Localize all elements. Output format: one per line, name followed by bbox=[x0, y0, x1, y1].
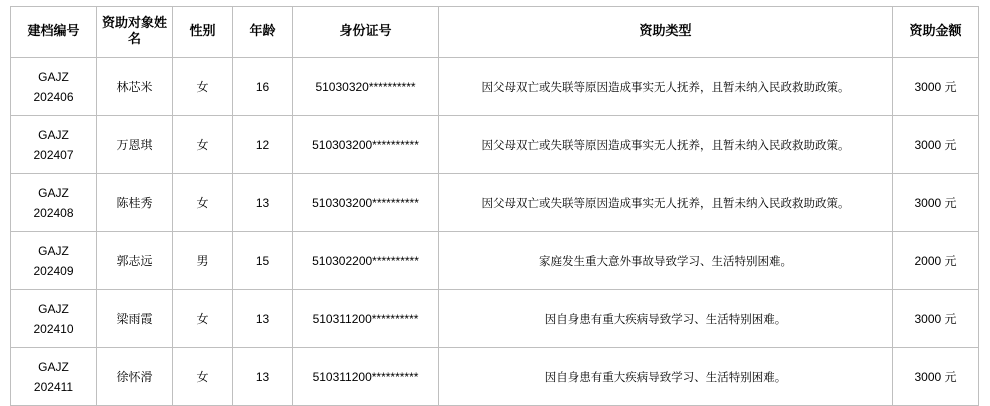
age-cell: 13 bbox=[233, 348, 293, 406]
header-funding-amount: 资助金额 bbox=[893, 7, 979, 58]
age-cell: 12 bbox=[233, 116, 293, 174]
funding-type-cell: 因父母双亡或失联等原因造成事实无人抚养，且暂未纳入民政救助政策。 bbox=[439, 116, 893, 174]
recipient-name-cell: 郭志远 bbox=[97, 232, 173, 290]
file-number-prefix: GAJZ bbox=[38, 301, 69, 316]
funding-amount-cell: 3000 元 bbox=[893, 174, 979, 232]
funding-type-cell: 因自身患有重大疾病导致学习、生活特别困难。 bbox=[439, 348, 893, 406]
recipient-name-cell: 陈桂秀 bbox=[97, 174, 173, 232]
file-number-prefix: GAJZ bbox=[38, 243, 69, 258]
table-row bbox=[11, 232, 979, 290]
file-number-value: 202410 bbox=[33, 321, 74, 336]
file-number-cell bbox=[11, 290, 97, 348]
funding-amount-cell: 3000 元 bbox=[893, 348, 979, 406]
age-cell: 13 bbox=[233, 290, 293, 348]
id-number-cell: 510311200********** bbox=[293, 348, 439, 406]
header-recipient-name bbox=[97, 7, 173, 58]
age-cell: 16 bbox=[233, 58, 293, 116]
id-number-cell: 510303200********** bbox=[293, 116, 439, 174]
file-number-value: 202406 bbox=[33, 89, 74, 104]
funding-amount-cell: 3000 元 bbox=[893, 58, 979, 116]
table-row bbox=[11, 116, 979, 174]
gender-cell: 女 bbox=[173, 174, 233, 232]
id-number-cell: 510302200********** bbox=[293, 232, 439, 290]
id-number-cell: 510311200********** bbox=[293, 290, 439, 348]
file-number-value: 202408 bbox=[33, 205, 74, 220]
funding-type-cell: 因自身患有重大疾病导致学习、生活特别困难。 bbox=[439, 290, 893, 348]
gender-cell: 女 bbox=[173, 348, 233, 406]
file-number-cell bbox=[11, 348, 97, 406]
table-row bbox=[11, 348, 979, 406]
gender-cell: 女 bbox=[173, 290, 233, 348]
file-number-cell bbox=[11, 232, 97, 290]
table-header-row bbox=[11, 7, 979, 58]
file-number-prefix: GAJZ bbox=[38, 185, 69, 200]
id-number-cell: 510303200********** bbox=[293, 174, 439, 232]
header-age: 年龄 bbox=[233, 7, 293, 58]
age-cell: 13 bbox=[233, 174, 293, 232]
file-number-cell bbox=[11, 174, 97, 232]
age-cell: 15 bbox=[233, 232, 293, 290]
funding-type-cell: 家庭发生重大意外事故导致学习、生活特别困难。 bbox=[439, 232, 893, 290]
file-number-prefix: GAJZ bbox=[38, 359, 69, 374]
file-number-prefix: GAJZ bbox=[38, 127, 69, 142]
gender-cell: 女 bbox=[173, 58, 233, 116]
header-id-number: 身份证号 bbox=[293, 7, 439, 58]
file-number-value: 202409 bbox=[33, 263, 74, 278]
file-number-prefix: GAJZ bbox=[38, 69, 69, 84]
funding-type-cell: 因父母双亡或失联等原因造成事实无人抚养，且暂未纳入民政救助政策。 bbox=[439, 58, 893, 116]
file-number-cell bbox=[11, 58, 97, 116]
recipient-name-cell: 林芯米 bbox=[97, 58, 173, 116]
file-number-value: 202411 bbox=[33, 379, 74, 394]
funding-amount-cell: 3000 元 bbox=[893, 116, 979, 174]
funding-table bbox=[10, 6, 979, 406]
funding-amount-cell: 3000 元 bbox=[893, 290, 979, 348]
file-number-value: 202407 bbox=[33, 147, 74, 162]
id-number-cell: 51030320********** bbox=[293, 58, 439, 116]
header-funding-type: 资助类型 bbox=[439, 7, 893, 58]
gender-cell: 女 bbox=[173, 116, 233, 174]
recipient-name-cell: 梁雨霞 bbox=[97, 290, 173, 348]
funding-type-cell: 因父母双亡或失联等原因造成事实无人抚养，且暂未纳入民政救助政策。 bbox=[439, 174, 893, 232]
header-file-number: 建档编号 bbox=[11, 7, 97, 58]
table-row bbox=[11, 58, 979, 116]
file-number-cell bbox=[11, 116, 97, 174]
header-recipient-name-text: 资助对象姓名 bbox=[101, 16, 167, 47]
header-gender: 性别 bbox=[173, 7, 233, 58]
funding-amount-cell: 2000 元 bbox=[893, 232, 979, 290]
table-row bbox=[11, 174, 979, 232]
recipient-name-cell: 万恩琪 bbox=[97, 116, 173, 174]
recipient-name-cell: 徐怀滑 bbox=[97, 348, 173, 406]
gender-cell: 男 bbox=[173, 232, 233, 290]
table-row bbox=[11, 290, 979, 348]
